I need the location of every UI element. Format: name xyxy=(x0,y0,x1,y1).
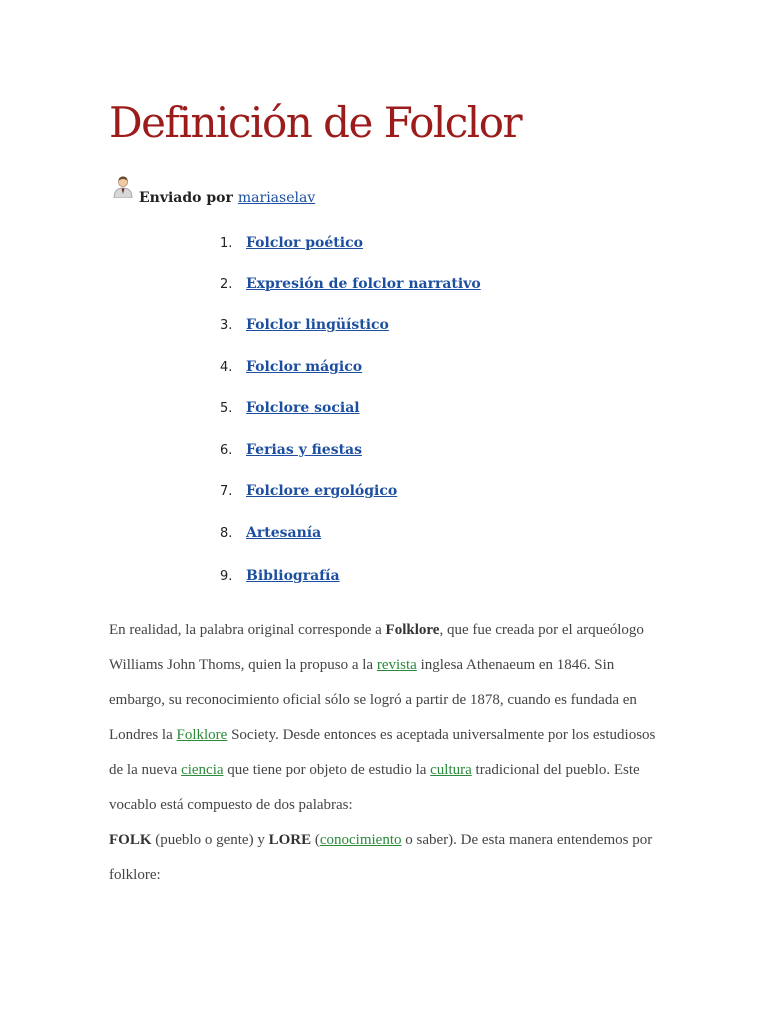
toc-link-bibliografia[interactable]: Bibliografía xyxy=(246,568,340,584)
text-run: tradicional del pueblo. Este vocablo está compuesto de dos palabras: xyxy=(109,762,640,813)
toc-number: 8. xyxy=(220,526,233,541)
user-avatar-icon xyxy=(111,174,135,198)
text-run: , que fue creada por el arqueólogo Williams John Thoms, quien la propuso a la xyxy=(109,622,644,673)
text-run: (pueblo o gente) y xyxy=(151,832,269,848)
text-run: inglesa Athenaeum en 1846. Sin embargo, su reconocimiento oficial sólo se logró a partir de 1878, cuando es fundada en Londres la xyxy=(109,657,637,743)
toc-link-folclore-ergologico[interactable]: Folclore ergológico xyxy=(246,483,398,499)
bold-term-lore: LORE xyxy=(268,832,312,848)
toc-link-folclor-poetico[interactable]: Folclor poético xyxy=(246,235,363,251)
toc-number: 7. xyxy=(220,484,233,499)
toc-link-folclor-magico[interactable]: Folclor mágico xyxy=(246,359,363,375)
toc-link-folclor-linguistico[interactable]: Folclor lingüístico xyxy=(246,317,389,333)
toc-item-1 xyxy=(220,234,363,256)
link-folklore[interactable]: Folklore xyxy=(176,727,228,743)
toc-link-artesania[interactable]: Artesanía xyxy=(246,525,322,541)
toc-link-ferias-fiestas[interactable]: Ferias y fiestas xyxy=(246,442,362,458)
link-cultura[interactable]: cultura xyxy=(430,762,472,778)
paragraph-definition xyxy=(109,823,669,893)
text-run: ( xyxy=(311,832,320,848)
text-run: o saber). De esta manera entendemos por folklore: xyxy=(109,832,653,883)
toc-number: 6. xyxy=(220,443,233,458)
toc-link-folclore-social[interactable]: Folclore social xyxy=(246,400,360,416)
author-byline xyxy=(111,174,511,214)
page-title: Definición de Folclor xyxy=(109,98,522,147)
toc-item-2 xyxy=(220,275,481,297)
toc-number: 2. xyxy=(220,277,233,292)
link-revista[interactable]: revista xyxy=(376,657,417,673)
author-text xyxy=(139,190,315,206)
article-body xyxy=(109,613,669,893)
toc-item-8 xyxy=(220,524,321,546)
toc-link-folclor-narrativo[interactable]: Expresión de folclor narrativo xyxy=(246,276,481,292)
paragraph-intro xyxy=(109,613,669,823)
toc-item-4 xyxy=(220,358,362,380)
toc-item-6 xyxy=(220,441,362,463)
toc-number: 5. xyxy=(220,401,233,416)
toc-item-7 xyxy=(220,482,397,504)
author-prefix: Enviado por xyxy=(139,190,233,206)
bold-term-folklore: Folklore xyxy=(385,622,440,638)
toc-item-3 xyxy=(220,316,389,338)
link-ciencia[interactable]: ciencia xyxy=(181,762,224,778)
bold-term-folk: FOLK xyxy=(109,832,152,848)
toc-number: 3. xyxy=(220,318,233,333)
author-link[interactable]: mariaselav xyxy=(237,190,316,206)
text-run: En realidad, la palabra original corresponde a xyxy=(109,622,386,638)
toc-item-5 xyxy=(220,399,360,421)
text-run: Society. Desde entonces es aceptada universalmente por los estudiosos de la nueva xyxy=(109,727,656,778)
toc-number: 9. xyxy=(220,569,233,584)
link-conocimiento[interactable]: conocimiento xyxy=(319,832,402,848)
text-run: que tiene por objeto de estudio la xyxy=(223,762,431,778)
toc-number: 1. xyxy=(220,236,233,251)
toc-number: 4. xyxy=(220,360,233,375)
toc-item-9 xyxy=(220,567,340,589)
